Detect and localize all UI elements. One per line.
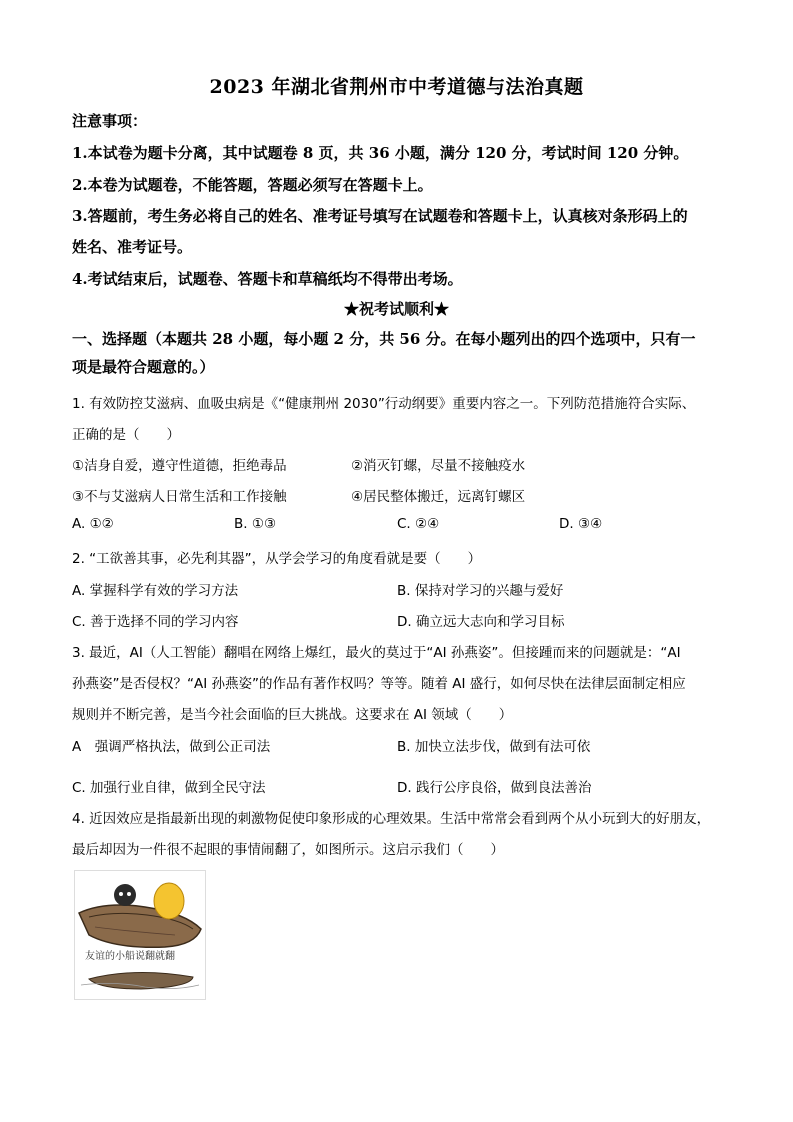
q1-statement-2: ②消灭钉螺，尽量不接触疫水: [351, 458, 526, 474]
q4-stem: 4. 近因效应是指最新出现的刺激物促使印象形成的心理效果。生活中常常会看到两个从小玩到大的好朋友，: [72, 811, 711, 827]
q1-statement-3: ③不与艾滋病人日常生活和工作接触: [72, 489, 287, 505]
q1-option-c: C. ②④: [397, 516, 440, 532]
q3-option-c: C. 加强行业自律，做到全民守法: [72, 780, 266, 796]
notice-heading: 注意事项：: [72, 112, 148, 130]
notice-item-3: 3.答题前，考生务必将自己的姓名、准考证号填写在试题卷和答题卡上，认真核对条形码上的: [72, 207, 688, 225]
q1-stem: 1. 有效防控艾滋病、血吸虫病是《“健康荆州 2030”行动纲要》重要内容之一。下列防范措施符合实际、: [72, 396, 696, 412]
q2-option-d: D. 确立远大志向和学习目标: [397, 614, 565, 630]
notice-item-4: 4.考试结束后，试题卷、答题卡和草稿纸均不得带出考场。: [72, 270, 463, 288]
notice-item-2: 2.本卷为试题卷，不能答题，答题必须写在答题卡上。: [72, 176, 433, 194]
q1-statement-4: ④居民整体搬迁，远离钉螺区: [351, 489, 526, 505]
section-heading: 一、选择题（本题共 28 小题，每小题 2 分，共 56 分。在每小题列出的四个选项中，只有一: [72, 330, 696, 348]
q1-option-d: D. ③④: [559, 516, 603, 532]
q1-option-a: A. ①②: [72, 516, 114, 532]
good-luck-banner: ★祝考试顺利★: [343, 300, 449, 318]
q3-stem-cont-2: 规则并不断完善，是当今社会面临的巨大挑战。这要求在 AI 领域（ ）: [72, 707, 513, 723]
friendship-boat-cartoon: [74, 870, 206, 1000]
q3-option-a: A 强调严格执法，做到公正司法: [72, 739, 271, 755]
q3-option-d: D. 践行公序良俗，做到良法善治: [397, 780, 592, 796]
cartoon-caption: 友谊的小船说翻就翻: [85, 951, 175, 962]
q2-option-a: A. 掌握科学有效的学习方法: [72, 583, 239, 599]
q1-stem-cont: 正确的是（ ）: [72, 427, 180, 443]
q3-stem: 3. 最近，AI（人工智能）翻唱在网络上爆红，最火的莫过于“AI 孙燕姿”。但接踵而来的问题就是：“AI: [72, 645, 681, 661]
section-heading-cont: 项是最符合题意的。）: [72, 358, 215, 376]
page-title: 2023 年湖北省荆州市中考道德与法治真题: [209, 76, 584, 98]
q3-option-b: B. 加快立法步伐，做到有法可依: [397, 739, 591, 755]
q4-stem-cont: 最后却因为一件很不起眼的事情闹翻了，如图所示。这启示我们（ ）: [72, 842, 504, 858]
notice-item-3-cont: 姓名、准考证号。: [72, 238, 193, 256]
notice-item-1: 1.本试卷为题卡分离，其中试题卷 8 页，共 36 小题，满分 120 分，考试时间 120 分钟。: [72, 144, 689, 162]
q3-stem-cont-1: 孙燕姿”是否侵权？“AI 孙燕姿”的作品有著作权吗？等等。随着 AI 盛行，如何尽快在法律层面制定相应: [72, 676, 686, 692]
boat-cartoon-drawing: [75, 871, 205, 999]
q1-statement-1: ①洁身自爱，遵守性道德，拒绝毒品: [72, 458, 287, 474]
q2-stem: 2. “工欲善其事，必先利其器”，从学会学习的角度看就是要（ ）: [72, 551, 482, 567]
q2-option-b: B. 保持对学习的兴趣与爱好: [397, 583, 564, 599]
q2-option-c: C. 善于选择不同的学习内容: [72, 614, 239, 630]
q1-option-b: B. ①③: [234, 516, 277, 532]
